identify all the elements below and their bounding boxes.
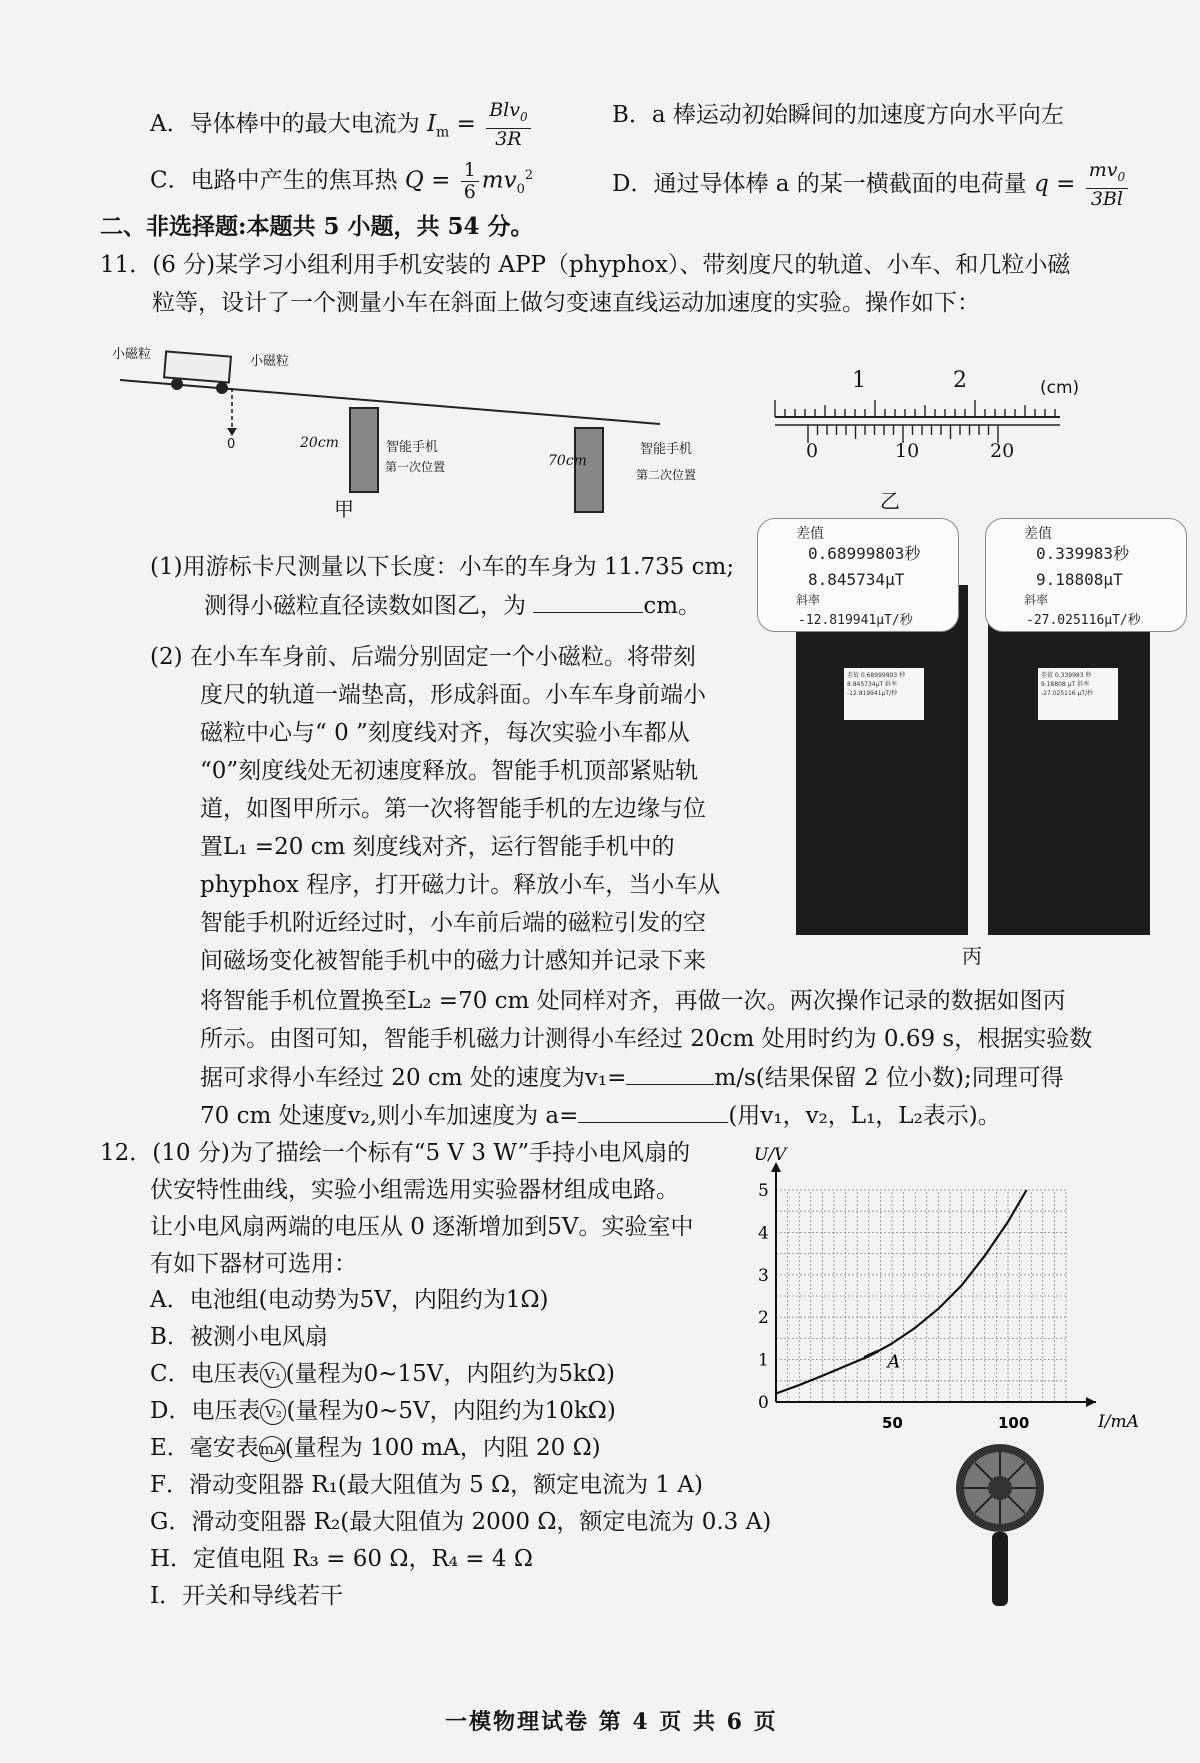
q10-a-lhs-sub: m bbox=[436, 124, 450, 141]
q11-part1-line-a: (1)用游标卡尺测量以下长度：小车的车身为 11.735 cm; bbox=[150, 554, 735, 580]
q11-part2-line-f bbox=[200, 1100, 1001, 1131]
figure-jia bbox=[110, 340, 670, 520]
q12-intro-line: 让小电风扇两端的电压从 0 逐渐增加到5V。实验室中 bbox=[150, 1214, 694, 1240]
q11-part2-line: 智能手机附近经过时，小车前后端的磁粒引发的空 bbox=[200, 910, 706, 936]
y-tick-label: 5 bbox=[758, 1181, 769, 1201]
q10-option-c-text: C．电路中产生的焦耳热 bbox=[150, 167, 398, 194]
x-tick-label: 50 bbox=[882, 1414, 903, 1432]
y-tick-label: 4 bbox=[758, 1223, 769, 1244]
callout-right-time: 0.339983秒 bbox=[1036, 544, 1130, 563]
q11-part2-line: 磁粒中心与“ 0 ”刻度线对齐，每次实验小车都从 bbox=[200, 720, 690, 746]
q12-e-post: (量程为 100 mA，内阻 20 Ω) bbox=[284, 1435, 601, 1461]
figure-yi-caption: 乙 bbox=[880, 489, 900, 513]
vernier-0: 0 bbox=[806, 440, 819, 462]
ui-characteristic-chart bbox=[740, 1140, 1150, 1440]
y-tick-label: 1 bbox=[758, 1350, 769, 1371]
q11-part2-line: “0”刻度线处无初速度释放。智能手机顶部紧贴轨 bbox=[200, 758, 699, 784]
q12-d-post: (量程为0~5V，内阻约为10kΩ) bbox=[286, 1398, 616, 1424]
q11-line-2: 粒等，设计了一个测量小车在斜面上做匀变速直线运动加速度的实验。操作如下： bbox=[152, 290, 980, 316]
q11-part2-line-e bbox=[200, 1062, 1064, 1093]
magnet-label-right: 小磁粒 bbox=[250, 354, 290, 369]
answer-blank-diameter[interactable] bbox=[533, 590, 643, 613]
q12-e-pre: E．毫安表 bbox=[150, 1435, 259, 1461]
q10-a-den: 3R bbox=[495, 127, 522, 150]
q11-part2-e-pre: 据可求得小车经过 20 cm 处的速度为v₁= bbox=[200, 1065, 627, 1091]
phone2-label: 智能手机 bbox=[640, 442, 693, 457]
q10-d-fraction bbox=[1086, 160, 1128, 210]
callout-left-field: 8.845734μT bbox=[808, 570, 905, 589]
q12-c-pre: C．电压表 bbox=[150, 1361, 260, 1387]
q11-part2-line: 度尺的轨道一端垫高，形成斜面。小车车身前端小 bbox=[200, 682, 706, 708]
q11-part2-f-pre: 70 cm 处速度v₂,则小车加速度为 a= bbox=[200, 1103, 579, 1129]
q10-c-fraction bbox=[461, 160, 479, 203]
q10-c-num: 1 bbox=[461, 160, 479, 182]
voltmeter-v2-icon: V₂ bbox=[260, 1399, 286, 1425]
q11-part2-e-post: m/s(结果保留 2 位小数);同理可得 bbox=[714, 1065, 1064, 1091]
vernier-main-2: 2 bbox=[953, 368, 967, 393]
q12-item-e bbox=[150, 1433, 601, 1463]
q11-part2-f-post: (用v₁，v₂，L₁，L₂表示)。 bbox=[728, 1103, 1001, 1129]
q10-option-b: B．a 棒运动初始瞬间的加速度方向水平向左 bbox=[612, 102, 1064, 128]
point-a-marker bbox=[864, 1351, 878, 1357]
q12-item-b: B．被测小电风扇 bbox=[150, 1324, 328, 1350]
figure-jia-caption: 甲 bbox=[334, 497, 354, 521]
q10-d-num: mv bbox=[1088, 159, 1118, 181]
callout-right-title: 差值 bbox=[1024, 526, 1052, 542]
x-tick-label: 100 bbox=[998, 1414, 1030, 1432]
y-tick-label: 3 bbox=[758, 1265, 769, 1286]
magnet-label-left: 小磁粒 bbox=[112, 347, 152, 362]
page-footer: 一模物理试卷 第 4 页 共 6 页 bbox=[445, 1709, 778, 1735]
q12-c-post: (量程为0~15V，内阻约为5kΩ) bbox=[285, 1361, 615, 1387]
q11-part2-line: (2) 在小车车身前、后端分别固定一个小磁粒。将带刻 bbox=[150, 644, 696, 670]
mark-70cm: 70cm bbox=[548, 453, 587, 469]
q11-part1-b-post: cm。 bbox=[643, 593, 702, 619]
y-tick-label: 0 bbox=[758, 1393, 769, 1413]
q10-c-rhs-sup: 2 bbox=[524, 167, 534, 183]
q10-option-d bbox=[612, 160, 1131, 210]
q10-d-num-sub: 0 bbox=[1117, 169, 1126, 184]
vernier-20: 20 bbox=[990, 440, 1015, 462]
q12-intro-line: 伏安特性曲线，实验小组需选用实验器材组成电路。 bbox=[150, 1177, 679, 1203]
q10-a-num-sub: 0 bbox=[520, 109, 528, 124]
answer-blank-v1[interactable] bbox=[626, 1062, 714, 1085]
q10-option-d-text: D．通过导体棒 a 的某一横截面的电荷量 bbox=[612, 170, 1027, 197]
phone1-label: 智能手机 bbox=[386, 440, 439, 455]
fan-icon bbox=[940, 1440, 1070, 1610]
callout-left-title: 差值 bbox=[796, 526, 824, 542]
y-tick-label: 2 bbox=[758, 1308, 769, 1329]
q11-part2-line: 道，如图甲所示。第一次将智能手机的左边缘与位 bbox=[200, 796, 706, 822]
mark-20cm: 20cm bbox=[300, 435, 339, 451]
point-a-label: A bbox=[887, 1351, 901, 1373]
q11-part2-line: 间磁场变化被智能手机中的磁力计感知并记录下来 bbox=[200, 948, 706, 974]
q10-option-c bbox=[150, 160, 533, 205]
q11-part2-line-d: 所示。由图可知，智能手机磁力计测得小车经过 20cm 处用时约为 0.69 s，根据实验数 bbox=[200, 1026, 1093, 1052]
vernier-unit: (cm) bbox=[1040, 378, 1080, 398]
q12-item-c bbox=[150, 1359, 615, 1389]
x-axis-label: I/mA bbox=[1098, 1412, 1139, 1432]
phone-screen-left bbox=[796, 585, 968, 935]
answer-blank-a[interactable] bbox=[578, 1100, 728, 1123]
figure-bing-caption: 丙 bbox=[962, 944, 982, 968]
q12-item-f: F．滑动变阻器 R₁(最大阻值为 5 Ω，额定电流为 1 A) bbox=[150, 1472, 703, 1498]
q10-option-a-text: A．导体棒中的最大电流为 bbox=[150, 110, 420, 137]
q12-item-a: A．电池组(电动势为5V，内阻约为1Ω) bbox=[150, 1287, 549, 1313]
callout-left-time: 0.68999803秒 bbox=[808, 544, 921, 563]
q10-d-den: 3Bl bbox=[1090, 187, 1123, 210]
q11-line-1: 11．(6 分)某学习小组利用手机安装的 APP（phyphox）、带刻度尺的轨道、小车、和几粒小磁 bbox=[100, 252, 1071, 278]
q11-part2-line-c: 将智能手机位置换至L₂ =70 cm 处同样对齐，再做一次。两次操作记录的数据如图丙 bbox=[200, 988, 1066, 1014]
vernier-main-1: 1 bbox=[852, 368, 866, 393]
q12-d-pre: D．电压表 bbox=[150, 1398, 261, 1424]
x-axis-arrow bbox=[1086, 1397, 1096, 1407]
q12-intro-line: 有如下器材可选用： bbox=[150, 1251, 357, 1277]
q11-part1-line-b bbox=[204, 590, 701, 621]
q10-c-rhs: mv bbox=[481, 167, 517, 194]
q10-d-lhs: q = bbox=[1034, 170, 1076, 197]
scale-zero-label: 0 bbox=[227, 437, 236, 452]
q12-item-h: H．定值电阻 R₃ = 60 Ω，R₄ = 4 Ω bbox=[150, 1546, 533, 1572]
phone-screen-right bbox=[988, 585, 1150, 935]
callout-right-field: 9.18808μT bbox=[1036, 570, 1123, 589]
voltmeter-v1-icon: V₁ bbox=[260, 1362, 286, 1388]
q10-c-den: 6 bbox=[463, 181, 476, 203]
y-axis-label: U/V bbox=[754, 1145, 787, 1165]
section-2-title: 二、非选择题:本题共 5 小题，共 54 分。 bbox=[100, 213, 534, 240]
small-card-right: 差值 0.339983 秒 9.18808 μT 斜率 -27.025116 μT/秒 bbox=[1038, 668, 1118, 720]
callout-right bbox=[985, 518, 1187, 632]
q10-c-lhs: Q = bbox=[404, 167, 451, 194]
phone1-position-label: 第一次位置 bbox=[385, 460, 446, 474]
q10-c-rhs-sub: 0 bbox=[516, 182, 525, 198]
q10-a-lhs: I bbox=[426, 110, 437, 137]
vernier-10: 10 bbox=[895, 440, 920, 462]
q12-item-g: G．滑动变阻器 R₂(最大阻值为 2000 Ω，额定电流为 0.3 A) bbox=[150, 1509, 772, 1535]
small-card-left: 差值 0.68999803 秒 8.845734μT 斜率 -12.819941μT/秒 bbox=[844, 668, 924, 720]
q11-part2-line: phyphox 程序，打开磁力计。释放小车，当小车从 bbox=[200, 872, 721, 898]
phone2-position-label: 第二次位置 bbox=[636, 468, 697, 482]
callout-left-slope: -12.819941μT/秒 bbox=[798, 613, 913, 628]
q10-a-fraction bbox=[486, 100, 530, 150]
callout-right-slope-title: 斜率 bbox=[1024, 593, 1049, 607]
milliammeter-icon: mA bbox=[259, 1436, 285, 1462]
q12-item-d bbox=[150, 1396, 616, 1426]
q10-a-num: Blv bbox=[489, 99, 520, 121]
q12-item-i: I．开关和导线若干 bbox=[150, 1583, 344, 1609]
q10-option-a: A．导体棒中的最大电流为 $I_m$ = $\frac{Blv_0}{3R}$ bbox=[150, 100, 534, 150]
q11-part2-line: 置L₁ =20 cm 刻度线对齐，运行智能手机中的 bbox=[200, 834, 675, 860]
q12-intro-line: 12．(10 分)为了描绘一个标有“5 V 3 W”手持小电风扇的 bbox=[100, 1140, 691, 1166]
ui-curve bbox=[776, 1190, 1027, 1394]
callout-left-slope-title: 斜率 bbox=[796, 593, 821, 607]
callout-left bbox=[757, 518, 959, 632]
q11-part1-b-pre: 测得小磁粒直径读数如图乙，为 bbox=[204, 593, 526, 619]
callout-right-slope: -27.025116μT/秒 bbox=[1026, 613, 1141, 628]
